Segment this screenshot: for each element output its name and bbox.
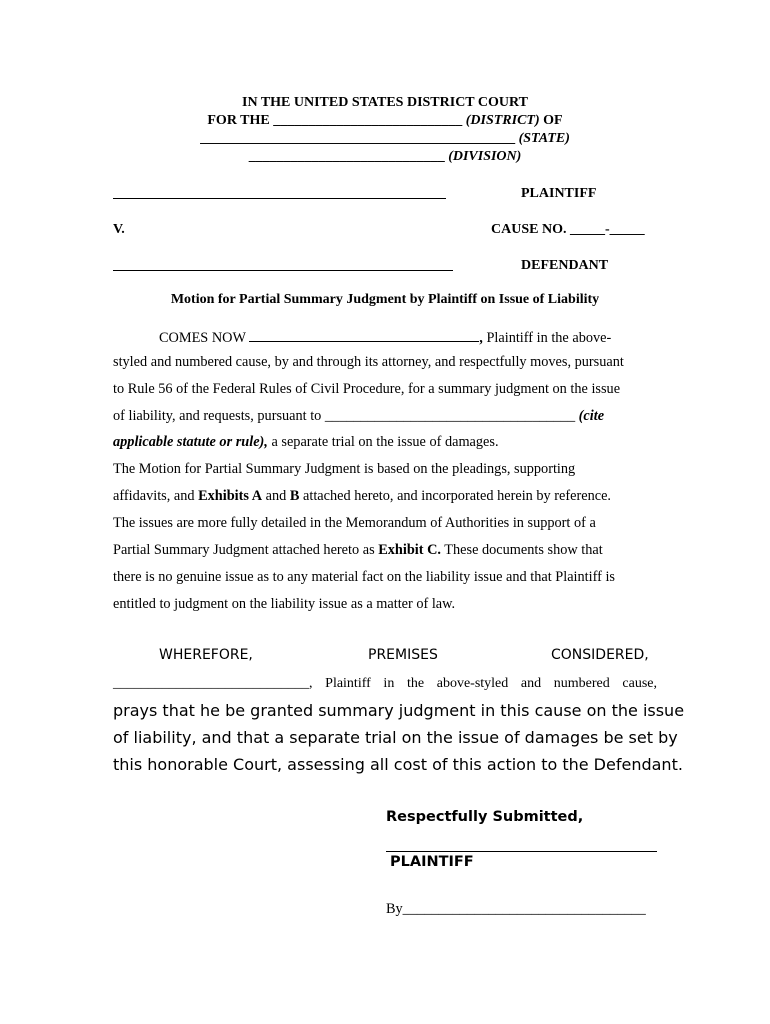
court-line-1: IN THE UNITED STATES DISTRICT COURT [242,95,528,110]
cite-1: (cite [578,408,605,424]
body-line-6: The Motion for Partial Summary Judgment is based on the pleadings, supporting [113,461,576,477]
and-word: and [262,488,290,504]
p2-line2-a: affidavits, and [113,488,199,504]
prayer-wherefore: WHEREFORE, [159,647,253,663]
body-line-7 [113,488,611,505]
body-line-4 [113,408,604,425]
exhibit-a: Exhibits A [198,488,263,504]
plaintiff-name-line [113,198,446,199]
versus-label: V. [113,222,125,237]
body-line-5 [113,434,499,451]
exhibit-c: Exhibit C. [378,542,441,558]
respectfully-submitted: Respectfully Submitted, [386,809,584,825]
signature-line [386,851,657,852]
signature-plaintiff: PLAINTIFF [390,854,474,870]
motion-title: Motion for Partial Summary Judgment by Plaintiff on Issue of Liability [170,292,600,307]
comes-now: COMES NOW [159,330,246,346]
p1-after: Plaintiff in the above- [482,330,612,346]
body-line-1 [159,327,611,347]
p2-line2-b: attached hereto, and incorporated herein by reference. [299,488,612,504]
p2-line4-a: Partial Summary Judgment attached hereto as [113,542,379,558]
plaintiff-label: PLAINTIFF [521,186,597,201]
state-blank: _____________________________________________ [200,131,516,146]
body-line-11: entitled to judgment on the liability issue as a matter of law. [113,596,456,612]
cite-2: applicable statute or rule), [113,434,268,450]
body-line-2: styled and numbered cause, by and through its attorney, and respectfully moves, pursuant [113,354,624,370]
cause-number: CAUSE NO. _____-_____ [491,222,645,237]
district-blank: FOR THE ___________________________ [207,113,463,128]
prayer-line-3: prays that he be granted summary judgment in this cause on the issue [113,701,685,720]
prayer-premises: PREMISES [368,647,438,663]
signature-by: By__________________________________ [386,901,646,917]
exhibit-b: B [289,488,300,504]
prayer-considered: CONSIDERED, [551,647,649,663]
p1-line5-rest: a separate trial on the issue of damages. [267,434,499,450]
body-line-8: The issues are more fully detailed in the Memorandum of Authorities in support of a [113,515,596,531]
body-line-3: to Rule 56 of the Federal Rules of Civil Procedure, for a summary judgment on the issue [113,381,621,397]
court-district-line [0,112,770,130]
division-label: (DIVISION) [444,149,522,164]
prayer-line-2: ____________________________, Plaintiff in the above-styled and numbered cause, [113,676,657,691]
comma: , [479,330,483,346]
p2-line4-b: These documents show that [440,542,603,558]
body-line-9 [113,542,603,559]
prayer-line-4: of liability, and that a separate trial on the issue of damages be set by [113,728,678,747]
division-blank: ____________________________ [248,149,445,164]
prayer-line-5: this honorable Court, assessing all cost of this action to the Defendant. [113,755,683,774]
court-name [0,94,770,112]
court-state-line [0,130,770,148]
of-word: OF [539,113,563,128]
defendant-label: DEFENDANT [521,258,609,273]
state-label: (STATE) [515,131,570,146]
district-label: (DISTRICT) [462,113,540,128]
p1-line4-start: of liability, and requests, pursuant to ___________________________________ [113,408,579,424]
defendant-name-line [113,270,453,271]
body-line-10: there is no genuine issue as to any material fact on the liability issue and that Plaintiff is [113,569,615,585]
plaintiff-blank [249,327,479,342]
court-division-line [0,148,770,166]
